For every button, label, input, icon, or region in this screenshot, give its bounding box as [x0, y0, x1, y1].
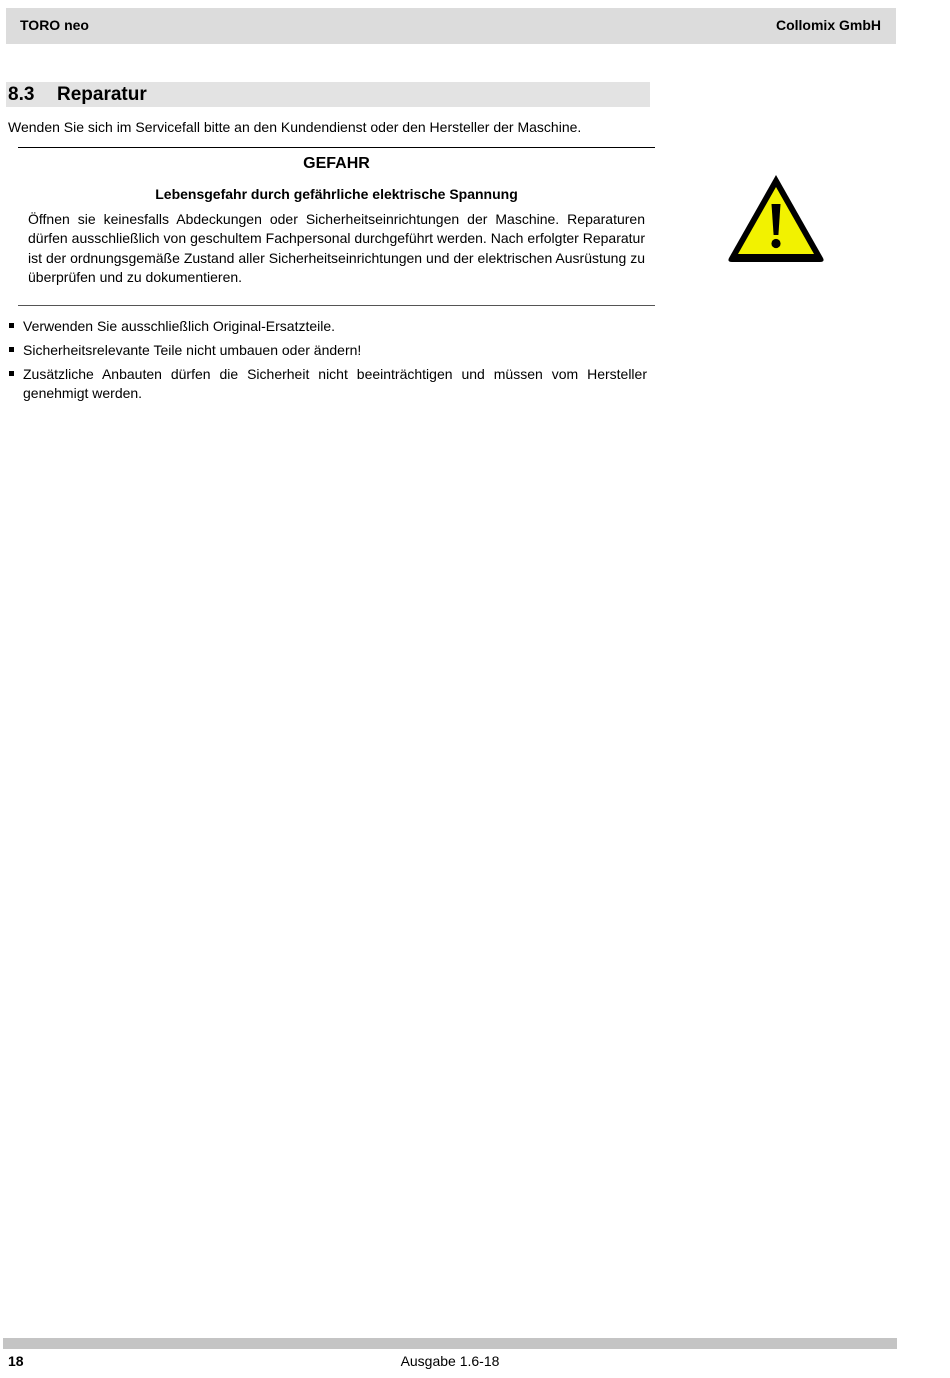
header-product-name: TORO neo [20, 17, 89, 33]
warning-triangle-icon [726, 172, 826, 264]
bullet-square-icon [9, 347, 14, 352]
danger-text: Öffnen sie keinesfalls Abdeckungen oder Sicherheitseinrichtungen der Maschine. Reparaturen dürfen ausschließlich von geschultem Fachpersonal durchgeführt werden. Nach erfolgter Reparatur ist der ordnungsgemäße Zustand aller Sicherheitseinrichtungen und der elektrischen Ausrüstung zu überprüfen und zu dokumentieren. [28, 211, 645, 285]
section-number: 8.3 [8, 84, 35, 105]
page-header [6, 8, 896, 44]
danger-signal-word: GEFAHR [303, 155, 370, 172]
list-item-text: Sicherheitsrelevante Teile nicht umbauen oder ändern! [23, 342, 362, 358]
intro-paragraph: Wenden Sie sich im Servicefall bitte an den Kundendienst oder den Hersteller der Maschine. [8, 119, 582, 135]
footer-bar [3, 1338, 897, 1349]
header-company-name: Collomix GmbH [775, 17, 881, 33]
bullet-square-icon [9, 371, 14, 376]
bullet-square-icon [9, 323, 14, 328]
danger-box-bottom-rule [18, 305, 655, 306]
bullet-list [8, 317, 647, 408]
list-item-text: Zusätzliche Anbauten dürfen die Sicherheit nicht beeinträchtigen und müssen vom Hersteller genehmigt werden. [23, 366, 647, 401]
danger-box-top-rule [18, 147, 655, 148]
list-item [8, 341, 647, 360]
list-item [8, 365, 647, 403]
edition-label: Ausgabe 1.6-18 [400, 1353, 500, 1369]
section-title: Reparatur [57, 84, 147, 105]
list-item-text: Verwenden Sie ausschließlich Original-Ersatzteile. [23, 318, 336, 334]
section-heading [6, 82, 650, 107]
page-number: 18 [8, 1353, 24, 1369]
list-item [8, 317, 647, 336]
danger-subtitle: Lebensgefahr durch gefährliche elektrische Spannung [155, 186, 518, 202]
